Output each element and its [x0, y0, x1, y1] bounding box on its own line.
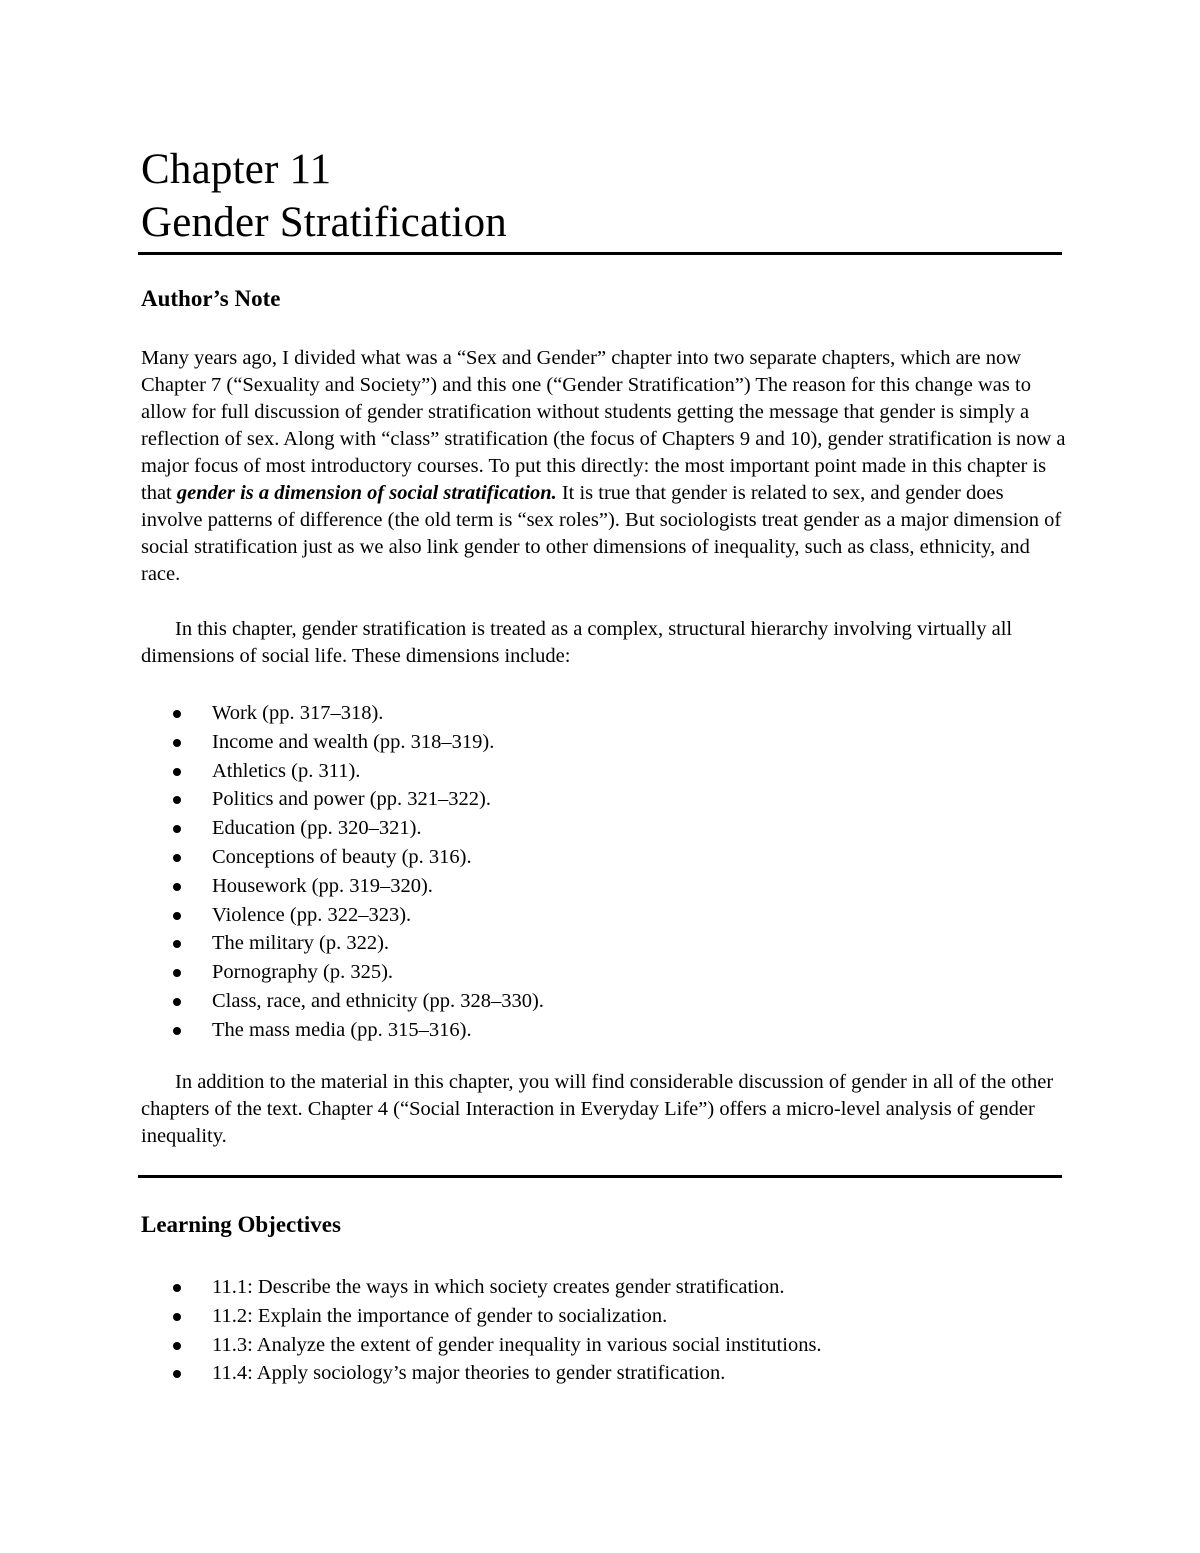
list-item — [170, 987, 544, 1016]
bullet-icon — [173, 1313, 181, 1321]
bullet-icon — [173, 739, 181, 747]
bullet-icon — [173, 796, 181, 804]
bullet-icon — [173, 969, 181, 977]
paragraph-1-text-end: It is true that gender is related to sex, and gender does involve patterns of difference (the old term is “sex roles”). But sociologists treat gender as a major dimension of social stratification just as we also link gender to other dimensions of inequality, such as class, ethnicity, and race. — [141, 482, 1062, 585]
dimensions-list — [170, 699, 544, 1045]
list-item — [170, 929, 544, 958]
bullet-icon — [173, 710, 181, 718]
list-item — [170, 1359, 822, 1388]
list-item — [170, 1331, 822, 1360]
chapter-title — [141, 143, 507, 249]
bullet-icon — [173, 1027, 181, 1035]
list-item — [170, 1016, 544, 1045]
horizontal-rule-middle — [138, 1175, 1062, 1178]
bullet-icon — [173, 854, 181, 862]
bullet-icon — [173, 1284, 181, 1292]
list-item-text: Class, race, and ethnicity (pp. 328–330). — [212, 989, 544, 1012]
list-item-text: The military (p. 322). — [212, 932, 390, 955]
bullet-icon — [173, 768, 181, 776]
list-item — [170, 757, 544, 786]
horizontal-rule-top — [138, 252, 1062, 255]
authors-note-paragraph-3: In addition to the material in this chapter, you will find considerable discussion of gender in all of the other chapters of the text. Chapter 4 (“Social Interaction in Everyday Life”) offers a micro-level analysis of gender inequality. — [141, 1071, 1054, 1147]
authors-note-paragraph-1 — [141, 345, 1066, 588]
list-item-text: Income and wealth (pp. 318–319). — [212, 730, 495, 753]
list-item-text: The mass media (pp. 315–316). — [212, 1018, 472, 1041]
list-item — [170, 901, 544, 930]
bullet-icon — [173, 940, 181, 948]
list-item-text: Pornography (p. 325). — [212, 961, 394, 984]
chapter-number: Chapter 11 — [141, 146, 332, 193]
list-item-text: 11.4: Apply sociology’s major theories to gender stratification. — [212, 1362, 726, 1385]
paragraph-1-emphasis: gender is a dimension of social stratification. — [176, 482, 557, 504]
bullet-icon — [173, 1342, 181, 1350]
list-item-text: Housework (pp. 319–320). — [212, 874, 433, 897]
list-item-text: Athletics (p. 311). — [212, 759, 361, 782]
list-item-text: Violence (pp. 322–323). — [212, 903, 412, 926]
bullet-icon — [173, 883, 181, 891]
bullet-icon — [173, 912, 181, 920]
list-item — [170, 728, 544, 757]
list-item — [170, 1302, 822, 1331]
list-item-text: Education (pp. 320–321). — [212, 817, 422, 840]
list-item-text: Work (pp. 317–318). — [212, 702, 384, 724]
list-item — [170, 1273, 822, 1302]
authors-note-paragraph-2: In this chapter, gender stratification is treated as a complex, structural hierarchy involving virtually all dimensions of social life. These dimensions include: — [141, 618, 1013, 667]
bullet-icon — [173, 998, 181, 1006]
list-item-text: Politics and power (pp. 321–322). — [212, 788, 491, 811]
bullet-icon — [173, 1370, 181, 1378]
list-item — [170, 699, 544, 728]
list-item — [170, 814, 544, 843]
list-item-text: 11.2: Explain the importance of gender to socialization. — [212, 1304, 668, 1327]
learning-objectives-list — [170, 1273, 822, 1388]
bullet-icon — [173, 825, 181, 833]
chapter-name: Gender Stratification — [141, 199, 507, 246]
learning-objectives-heading: Learning Objectives — [141, 1212, 341, 1237]
list-item — [170, 958, 544, 987]
list-item-text: Conceptions of beauty (p. 316). — [212, 845, 472, 868]
paragraph-1-text-start: Many years ago, I divided what was a “Sex and Gender” chapter into two separate chapters, which are now Chapter 7 (“Sexuality and Society”) and this one (“Gender Stratification”) The reason for this change was to allow for full discussion of gender stratification without students getting the message that gender is simply a reflection of sex. Along with “class” stratification (the focus of Chapters 9 and 10), gender stratification is now a major focus of most introductory courses. To put this directly: the most important point made in this chapter is that — [141, 347, 1066, 504]
list-item-text: 11.1: Describe the ways in which society creates gender stratification. — [212, 1276, 785, 1298]
list-item-text: 11.3: Analyze the extent of gender inequality in various social institutions. — [212, 1333, 822, 1356]
authors-note-heading: Author’s Note — [141, 286, 281, 311]
list-item — [170, 843, 544, 872]
list-item — [170, 872, 544, 901]
list-item — [170, 785, 544, 814]
